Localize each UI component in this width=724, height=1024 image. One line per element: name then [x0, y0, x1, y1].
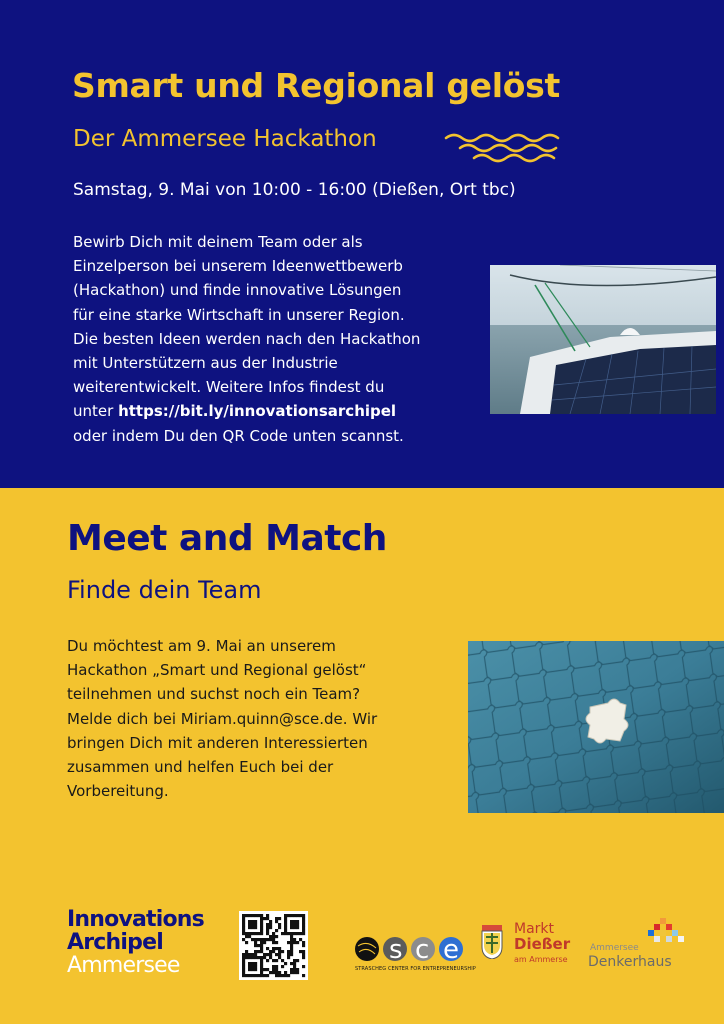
qr-module: [290, 935, 293, 938]
qr-module: [251, 965, 254, 968]
qr-module: [275, 935, 278, 938]
qr-module: [284, 971, 287, 974]
meet-paragraph: Du möchtest am 9. Mai an unserem Hackathon „Smart und Regional gelöst“ teilnehmen und suchst noch ein Team? Melde dich bei Miriam.quinn@sce.de. Wir bringen Dich mit anderen Interessierten zusammen und helfen Euch bei der Vorbereitung.: [67, 637, 378, 801]
qr-module: [251, 914, 254, 917]
qr-module: [269, 920, 272, 923]
qr-module: [245, 953, 248, 956]
qr-module: [248, 923, 251, 926]
solar-boat-photo: [490, 265, 716, 414]
sce-caption: STRASCHEG CENTER FOR ENTREPRENEURSHIP: [355, 966, 476, 972]
qr-module: [245, 950, 248, 953]
qr-module: [302, 941, 305, 944]
qr-module: [260, 923, 263, 926]
qr-module: [296, 926, 299, 929]
qr-module: [284, 974, 287, 977]
qr-module: [287, 941, 290, 944]
qr-module: [287, 932, 290, 935]
qr-module: [266, 929, 269, 932]
qr-module: [290, 950, 293, 953]
intro-text: Bewirb Dich mit deinem Team oder als Einzelperson bei unserem Ideenwettbewerb (Hackathon) und finde innovative Lösungen für eine starke Wirtschaft in unserer Region. Die besten Ideen werden nach den Hackathon mit Unterstützern aus der Industrie weiterentwickelt. Weitere Infos findest du unter: [73, 233, 421, 421]
qr-module: [260, 959, 263, 962]
qr-module: [290, 920, 293, 923]
qr-module: [263, 968, 266, 971]
qr-module: [266, 926, 269, 929]
qr-module: [293, 926, 296, 929]
ia-logo-line2: Archipel: [67, 930, 163, 955]
qr-module: [257, 914, 260, 917]
qr-module: [248, 914, 251, 917]
qr-module: [293, 941, 296, 944]
markt-line3: am Ammerse: [514, 955, 568, 964]
qr-module: [248, 953, 251, 956]
qr-module: [278, 974, 281, 977]
qr-module: [254, 956, 257, 959]
qr-module: [278, 953, 281, 956]
qr-module: [290, 938, 293, 941]
qr-module: [287, 974, 290, 977]
qr-module: [242, 938, 245, 941]
qr-module: [293, 923, 296, 926]
qr-module: [293, 959, 296, 962]
markt-line2: Dießer: [514, 935, 571, 953]
qr-module: [269, 950, 272, 953]
qr-module: [242, 932, 245, 935]
qr-module: [242, 956, 245, 959]
qr-module: [242, 962, 245, 965]
qr-module: [248, 968, 251, 971]
qr-module: [254, 926, 257, 929]
qr-module: [254, 965, 257, 968]
qr-module: [296, 971, 299, 974]
qr-module: [272, 968, 275, 971]
qr-module: [281, 950, 284, 953]
qr-module: [266, 914, 269, 917]
qr-module: [260, 968, 263, 971]
qr-module: [272, 947, 275, 950]
svg-text:c: c: [415, 936, 430, 965]
denkerhaus-logo: [588, 918, 698, 978]
meet-subtitle: Finde dein Team: [67, 576, 262, 604]
qr-module: [293, 968, 296, 971]
qr-module: [254, 923, 257, 926]
qr-module: [302, 929, 305, 932]
qr-module: [296, 941, 299, 944]
qr-module: [272, 935, 275, 938]
qr-module: [302, 953, 305, 956]
qr-module: [266, 923, 269, 926]
qr-module: [299, 938, 302, 941]
qr-module: [284, 932, 287, 935]
qr-module: [245, 941, 248, 944]
qr-module: [266, 917, 269, 920]
qr-module: [287, 950, 290, 953]
qr-module: [275, 965, 278, 968]
qr-module: [287, 914, 290, 917]
qr-module: [266, 947, 269, 950]
qr-module: [257, 932, 260, 935]
qr-module: [242, 914, 245, 917]
qr-module: [260, 929, 263, 932]
qr-module: [254, 944, 257, 947]
qr-module: [251, 932, 254, 935]
qr-module: [293, 920, 296, 923]
qr-module: [242, 968, 245, 971]
qr-module: [248, 926, 251, 929]
qr-module: [251, 926, 254, 929]
info-link[interactable]: https://bit.ly/innovationsarchipel: [118, 402, 397, 421]
qr-module: [245, 914, 248, 917]
qr-module: [284, 920, 287, 923]
qr-module: [290, 962, 293, 965]
qr-module: [302, 920, 305, 923]
qr-module: [260, 962, 263, 965]
intro-text-end: oder indem Du den QR Code unten scannst.: [73, 426, 404, 445]
qr-module: [260, 914, 263, 917]
qr-module: [266, 938, 269, 941]
qr-module: [275, 917, 278, 920]
qr-module: [248, 932, 251, 935]
qr-module: [281, 974, 284, 977]
qr-module: [242, 974, 245, 977]
qr-module: [242, 929, 245, 932]
qr-module: [296, 923, 299, 926]
qr-module: [260, 926, 263, 929]
meet-title: Meet and Match: [67, 518, 387, 559]
hackathon-subtitle: Der Ammersee Hackathon: [73, 126, 377, 152]
qr-module: [275, 929, 278, 932]
qr-module: [293, 932, 296, 935]
qr-module: [269, 926, 272, 929]
qr-module: [302, 914, 305, 917]
qr-module: [269, 938, 272, 941]
qr-module: [263, 938, 266, 941]
qr-module: [290, 953, 293, 956]
qr-module: [293, 965, 296, 968]
qr-module: [254, 932, 257, 935]
qr-module: [260, 920, 263, 923]
qr-module: [266, 953, 269, 956]
qr-module: [272, 950, 275, 953]
qr-module: [284, 962, 287, 965]
qr-module: [272, 938, 275, 941]
qr-module: [254, 914, 257, 917]
qr-module: [284, 917, 287, 920]
qr-module: [275, 947, 278, 950]
qr-module: [251, 974, 254, 977]
qr-module: [275, 974, 278, 977]
ia-logo-line1: Innovations: [67, 907, 204, 932]
qr-module: [269, 953, 272, 956]
denkerhaus-line1: Ammersee: [590, 943, 639, 953]
qr-module: [272, 941, 275, 944]
qr-module: [242, 965, 245, 968]
qr-module: [251, 962, 254, 965]
qr-module: [251, 923, 254, 926]
qr-module: [299, 914, 302, 917]
qr-module: [278, 917, 281, 920]
qr-module: [284, 914, 287, 917]
qr-module: [260, 965, 263, 968]
qr-module: [254, 950, 257, 953]
innovations-archipel-logo: [67, 908, 204, 977]
intro-paragraph: [73, 230, 483, 448]
qr-module: [302, 917, 305, 920]
qr-module: [245, 956, 248, 959]
qr-module: [260, 956, 263, 959]
qr-module: [260, 932, 263, 935]
qr-module: [248, 974, 251, 977]
qr-module: [248, 956, 251, 959]
qr-module: [296, 968, 299, 971]
qr-module: [278, 956, 281, 959]
qr-module: [260, 947, 263, 950]
qr-module: [269, 971, 272, 974]
qr-module: [266, 974, 269, 977]
qr-module: [284, 929, 287, 932]
qr-module: [284, 923, 287, 926]
qr-module: [293, 962, 296, 965]
qr-module: [269, 956, 272, 959]
svg-text:s: s: [389, 936, 403, 965]
qr-module: [302, 965, 305, 968]
qr-module: [278, 947, 281, 950]
qr-module: [275, 971, 278, 974]
qr-module: [275, 959, 278, 962]
qr-module: [272, 971, 275, 974]
qr-module: [290, 914, 293, 917]
qr-module: [272, 959, 275, 962]
svg-text:e: e: [443, 936, 459, 965]
qr-module: [251, 956, 254, 959]
qr-module: [254, 974, 257, 977]
qr-module: [254, 941, 257, 944]
qr-module: [251, 938, 254, 941]
qr-module: [263, 917, 266, 920]
qr-module: [245, 935, 248, 938]
qr-module: [254, 962, 257, 965]
qr-module: [254, 920, 257, 923]
qr-module: [257, 938, 260, 941]
qr-module: [260, 944, 263, 947]
qr-module: [269, 923, 272, 926]
qr-module: [263, 956, 266, 959]
qr-module: [290, 971, 293, 974]
qr-module: [296, 920, 299, 923]
qr-module: [242, 926, 245, 929]
qr-module: [251, 953, 254, 956]
qr-module: [245, 974, 248, 977]
qr-module: [248, 935, 251, 938]
qr-module: [278, 926, 281, 929]
diessen-crest: [480, 925, 504, 959]
qr-module: [260, 971, 263, 974]
qr-module: [302, 923, 305, 926]
waves-icon: [444, 130, 560, 164]
qr-module: [260, 950, 263, 953]
qr-module: [251, 968, 254, 971]
qr-module: [302, 950, 305, 953]
qr-module: [290, 932, 293, 935]
qr-module: [296, 932, 299, 935]
qr-module: [290, 947, 293, 950]
qr-module: [248, 965, 251, 968]
denkerhaus-line2: Denkerhaus: [588, 954, 672, 970]
qr-module: [299, 950, 302, 953]
qr-module: [293, 914, 296, 917]
qr-module: [281, 932, 284, 935]
qr-module: [299, 932, 302, 935]
qr-module: [263, 953, 266, 956]
qr-module: [281, 959, 284, 962]
qr-module: [275, 953, 278, 956]
qr-module: [266, 932, 269, 935]
qr-module: [293, 971, 296, 974]
qr-module: [254, 968, 257, 971]
qr-module: [263, 941, 266, 944]
qr-module: [248, 920, 251, 923]
qr-module: [251, 920, 254, 923]
qr-module: [287, 953, 290, 956]
qr-module: [266, 968, 269, 971]
qr-module: [275, 968, 278, 971]
main-title: Smart und Regional gelöst: [72, 66, 560, 105]
qr-module: [290, 923, 293, 926]
markt-diessen-logo: [514, 922, 570, 967]
event-date: Samstag, 9. Mai von 10:00 - 16:00 (Dießen, Ort tbc): [73, 180, 516, 200]
qr-module: [302, 944, 305, 947]
puzzle-photo: [468, 641, 724, 813]
qr-module: [278, 923, 281, 926]
qr-module: [272, 965, 275, 968]
qr-module: [242, 920, 245, 923]
qr-module: [296, 959, 299, 962]
qr-module: [245, 932, 248, 935]
markt-line1: Markt: [514, 921, 555, 937]
qr-module: [287, 956, 290, 959]
qr-module: [260, 938, 263, 941]
qr-module: [254, 938, 257, 941]
qr-module: [242, 953, 245, 956]
qr-code[interactable]: [239, 911, 308, 980]
denkerhaus-pixels: [646, 918, 686, 946]
qr-module: [248, 962, 251, 965]
qr-module: [242, 959, 245, 962]
qr-module: [254, 953, 257, 956]
qr-module: [296, 914, 299, 917]
qr-module: [257, 950, 260, 953]
qr-module: [263, 974, 266, 977]
qr-module: [269, 935, 272, 938]
qr-module: [278, 971, 281, 974]
qr-module: [260, 941, 263, 944]
qr-module: [302, 956, 305, 959]
qr-module: [257, 974, 260, 977]
qr-module: [293, 938, 296, 941]
qr-module: [257, 956, 260, 959]
qr-module: [260, 917, 263, 920]
qr-module: [281, 965, 284, 968]
ia-logo-line3: Ammersee: [67, 953, 180, 978]
qr-module: [275, 941, 278, 944]
qr-module: [290, 944, 293, 947]
qr-module: [242, 971, 245, 974]
qr-module: [272, 932, 275, 935]
qr-module: [278, 950, 281, 953]
qr-module: [290, 926, 293, 929]
qr-module: [257, 944, 260, 947]
qr-module: [290, 968, 293, 971]
qr-module: [290, 941, 293, 944]
qr-module: [242, 917, 245, 920]
qr-module: [242, 923, 245, 926]
qr-module: [275, 920, 278, 923]
qr-module: [302, 926, 305, 929]
qr-module: [302, 932, 305, 935]
qr-module: [284, 926, 287, 929]
qr-module: [260, 974, 263, 977]
qr-module: [266, 959, 269, 962]
qr-module: [302, 974, 305, 977]
